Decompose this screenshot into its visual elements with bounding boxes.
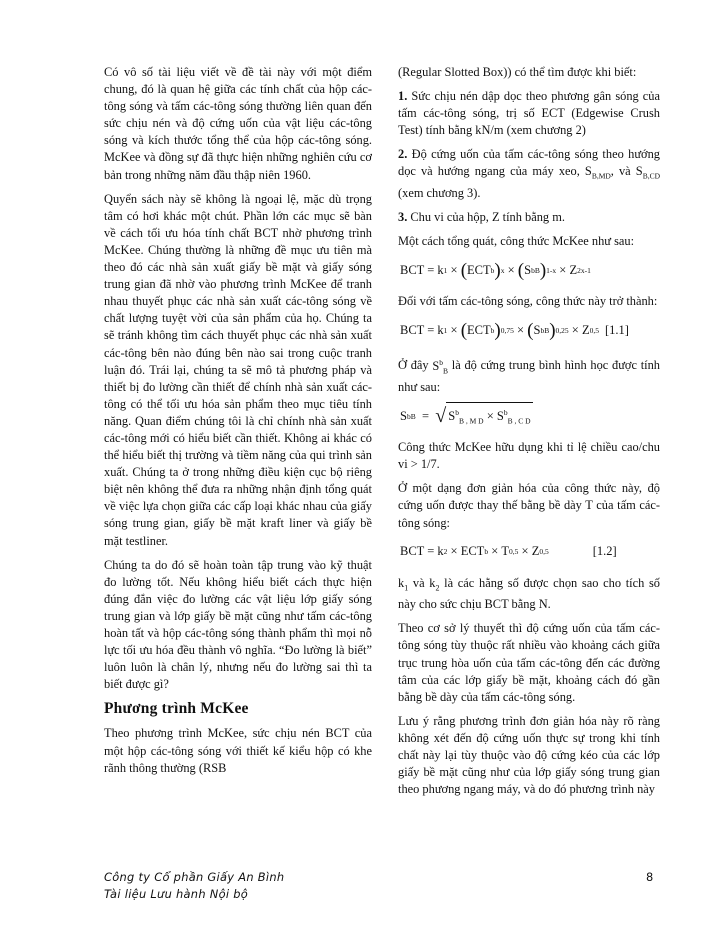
list-item: 2. Độ cứng uốn của tấm các-tông sóng theo hướng dọc và hướng ngang của máy xeo, $S_{B,MD}$, và $S_{B,CD}$ (xem chương 3). bbox=[398, 147, 660, 201]
paragraph: Quyển sách này sẽ không là ngoại lệ, mặc dù trọng tâm có hơi khác một chút. Phần lớn các mục sẽ bàn về cách tối ưu hóa tính chất BCT nhờ phương trình McKee. Chúng thường là những đề mục ưu tiên mà theo đó các nhà sản xuất giấy bề mặt và giấy sóng trung gian đã nhờ vào phương trình McKee để tranh nhau thuyết phục các nhà sản xuất các-tông sóng về chất lượng tuyệt vời của sản phẩm của họ. Chúng ta sẽ tránh không tìm cách thuyết phục các nhà sản xuất các-tông bên nào đúng bên nào sai trong cuộc tranh luận đó. Trái lại, chúng ta sẽ mô tả phương pháp và thiết bị đo lường cần thiết để chính nhà sản xuất các-tông có thể tối ưu hóa sản phẩm theo mục tiêu tính năng. Quan điểm chúng tôi là chỉ chính nhà sản xuất các-tông mới có hiểu biết cần thiết. Không ai khác có thể hiểu biết thị trường và tiềm năng của qui trình sản xuất. Chúng ta ở trong những điều kiện cục bộ riêng biệt nên không thể đưa ra những nhận định tổng quát về việc lựa chọn giữa các cấp loại khác nhau của giấy sóng trung gian, giấy bề mặt kraft liner và giấy bề mặt testliner. bbox=[104, 191, 372, 548]
formula-1-2: BCT = k 2 × ECT b × T 0,5 × Z 0,5 [1.2] bbox=[400, 539, 660, 565]
list-number: 2. bbox=[398, 147, 408, 162]
list-item bbox=[398, 209, 660, 226]
paragraph: Có vô số tài liệu viết về đề tài này với một điểm chung, đó là quan hệ giữa các tính chất của hộp các-tông sóng và tấm các-tông sóng thường liên quan đến sức chịu nén và độ cứng uốn của vật liệu các-tông sóng và kích thước tổng thể của hộp các-tông sóng. McKee và đồng sự đã thực hiện những nghiên cứu cơ bản trong những năm đầu thập niên 1960. bbox=[104, 65, 372, 182]
formula-1-1: BCT = k 1 × ( ECT b ) 0,75 × ( S b B ) 0,25 × Z 0,5 [1.1] bbox=[400, 319, 629, 341]
right-column bbox=[398, 64, 660, 805]
paragraph: (Regular Slotted Box)) có thể tìm được khi biết: bbox=[398, 65, 637, 79]
paragraph: Đối với tấm các-tông sóng, công thức này trở thành: bbox=[398, 294, 658, 309]
equation-number: [1.2] bbox=[592, 544, 617, 559]
paragraph: Ở một dạng đơn giản hóa của công thức này, độ cứng uốn được thay thế bằng bề dày T của tấm các-tông sóng: bbox=[398, 481, 660, 530]
list-text: Sức chịu nén dập dọc theo phương gân sóng của tấm các-tông sóng, trị số ECT (Edgewise Crush Test) tính bằng kN/m (xem chương 2) bbox=[398, 89, 660, 138]
formula-geometric-mean: S b B = √ $S^b_{B , M D} \times S^b_{B , C D}$ bbox=[400, 403, 660, 429]
symbol-sb-cd: $S_{B,CD}$ bbox=[635, 164, 660, 181]
symbol-sb-md: $S_{B,MD}$ bbox=[584, 164, 611, 181]
list-number: 1. bbox=[398, 89, 408, 104]
paragraph: Ở đây $S^b_B$ là độ cứng trung bình hình học được tính như sau: bbox=[398, 357, 660, 395]
paragraph: Lưu ý rằng phương trình đơn giản hóa này rõ ràng không xét đến độ cứng uốn thực sự trong khi tính chất này lại tùy thuộc vào độ cứng kéo của các lớp giấy bề mặt cũng như của lớp giấy sóng trung gian theo phương ngang máy, và do đó phương trình này bbox=[398, 713, 660, 797]
list-text: Độ cứng uốn của tấm các-tông sóng theo hướng dọc và hướng ngang của máy xeo, bbox=[398, 147, 660, 179]
formula-general: BCT = k 1 × ( ECT b ) x × ( S b B ) 1-x × Z 2x-1 bbox=[400, 259, 591, 281]
paragraph: Theo phương trình McKee, sức chịu nén BCT của một hộp các-tông sóng với thiết kế kiểu hộp có khe rãnh thông thường (RSB bbox=[104, 726, 372, 775]
paragraph: Theo cơ sở lý thuyết thì độ cứng uốn của tấm các-tông sóng tùy thuộc rất nhiều vào khoảng cách giữa trục trung hòa uốn của tấm các-tông đến các đường tâm của các lớp giấy bề mặt, khoảng cách đó gần bằng bề dày của tấm các-tông sóng. bbox=[398, 621, 660, 704]
footer-company: Công ty Cổ phần Giấy An Bình bbox=[104, 870, 285, 884]
footer-document-note: Tài liệu Lưu hành Nội bộ bbox=[104, 887, 249, 901]
paragraph: Chúng ta do đó sẽ hoàn toàn tập trung vào kỹ thuật đo lường tốt. Nếu không hiểu biết cách thực hiện đúng đắn việc đo lường các vật liệu lớp giấy sóng trung gian và lớp giấy bề mặt cũng như tấm các-tông hoàn tất và hộp các-tông sóng thành phẩm thì mọi nỗ lực tối ưu hóa đều thành vô nghĩa. “Đo lường là biết” luôn luôn là chân lý, nhưng nếu đo lường sai thì ta biết được gì? bbox=[104, 557, 372, 692]
list-number: 3. bbox=[398, 210, 408, 225]
section-heading: Phương trình McKee bbox=[104, 700, 249, 718]
left-column bbox=[104, 64, 372, 784]
paragraph: Một cách tổng quát, công thức McKee như sau: bbox=[398, 234, 635, 249]
list-item bbox=[398, 88, 660, 139]
equation-number: [1.1] bbox=[604, 322, 629, 337]
paragraph: $k_1$ và $k_2$ là các hằng số được chọn sao cho tích số này cho sức chịu BCT bằng N. bbox=[398, 575, 660, 612]
list-text: Chu vi của hộp, Z tính bằng m. bbox=[410, 210, 565, 225]
paragraph: Công thức McKee hữu dụng khi tỉ lệ chiều cao/chu vi > 1/7. bbox=[398, 440, 660, 472]
page-number: 8 bbox=[646, 870, 654, 884]
